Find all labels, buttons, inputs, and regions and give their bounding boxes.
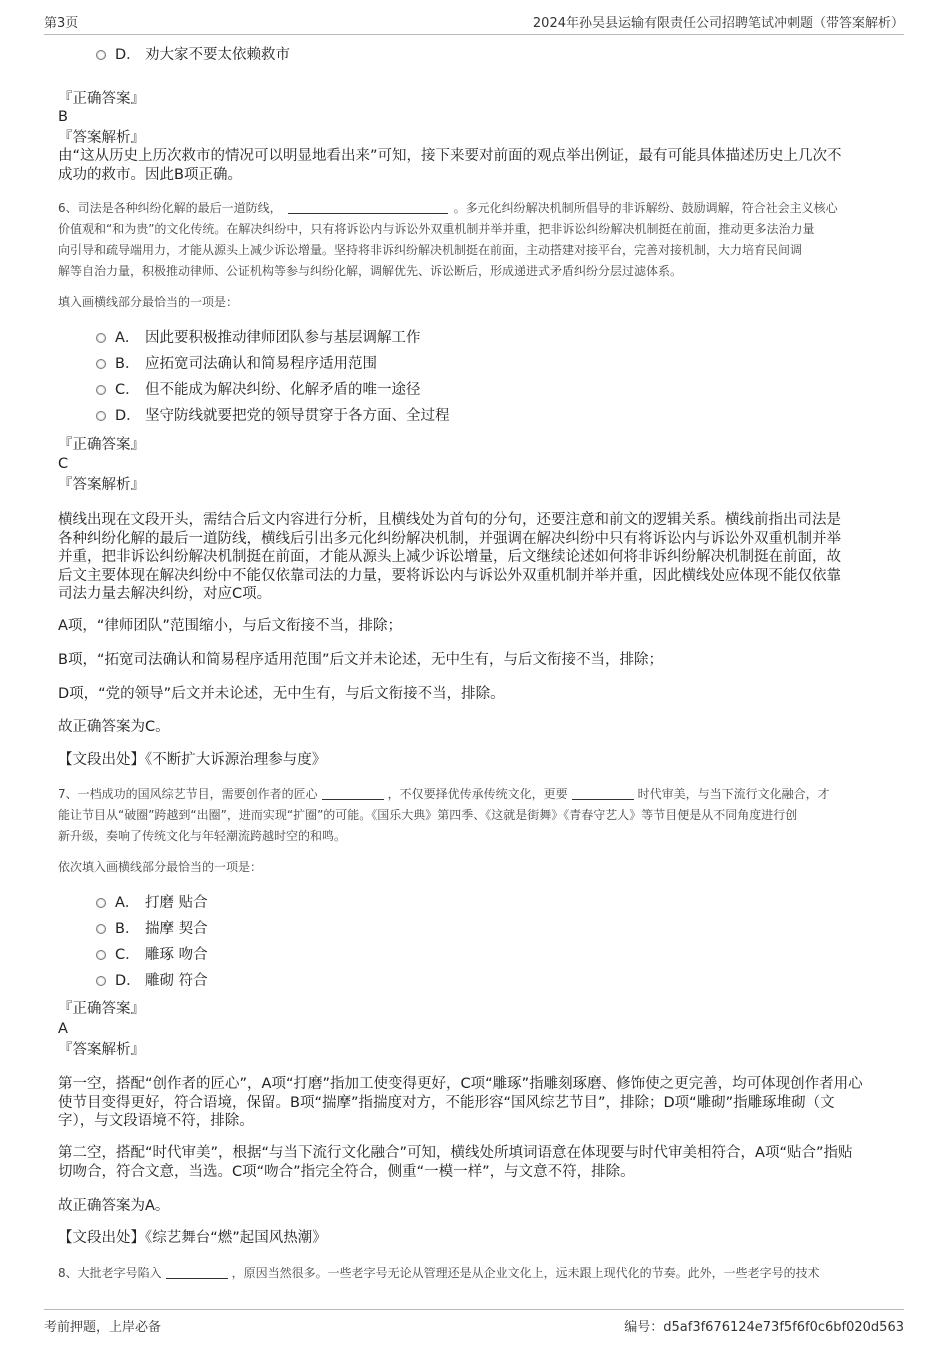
q5-analysis-line: 由“这从历史上历次救市的情况可以明显地看出来”可知，接下来要对前面的观点举出例证，最有可能具体描述历史上几次不 <box>58 148 842 164</box>
radio-icon[interactable] <box>96 976 106 986</box>
radio-icon[interactable] <box>96 50 106 60</box>
q6-prompt: 填入画横线部分最恰当的一项是： <box>58 295 239 309</box>
page-number: 第3页 <box>44 16 79 31</box>
q6-analysis-line: 各种纠纷化解的最后一道防线，横线后引出多元化纠纷解决机制，并强调在解决纠纷中只有将诉讼内与诉讼外双重机制并举 <box>58 531 841 547</box>
q8-stem-line: 8、大批老字号陷入 ，原因当然很多。一些老字号无论从管理还是从企业文化上，远未跟上现代化的节奏。此外，一些老字号的技术 <box>58 1266 820 1280</box>
q6-answer-label: 『正确答案』 <box>58 437 145 453</box>
q6-analysis-line: 司法力量去解决纠纷，对应C项。 <box>58 586 272 602</box>
q7-analysis-line: 使节目变得更好，符合语境，保留。B项“揣摩”指揣度对方，不能形容“国风综艺节目”，排除；D项“雕砌”指雕琢堆砌（文 <box>58 1095 835 1111</box>
document-id: 编号：d5af3f676124e73f5f6f0c6bf020d563 <box>624 1320 904 1335</box>
radio-icon[interactable] <box>96 950 106 960</box>
document-title: 2024年孙吴县运输有限责任公司招聘笔试冲刺题（带答案解析） <box>532 16 904 31</box>
q5-option-d[interactable]: D． 劝大家不要太依赖救市 <box>96 44 290 66</box>
q6-stem-line: 价值观和“和为贵”的文化传统。在解决纠纷中，只有将诉讼内与诉讼外双重机制并举并重，把非诉讼纠纷解决机制挺在前面，推动更多法治力量 <box>58 222 815 236</box>
q6-answer: C <box>58 456 69 472</box>
q7-source: 【文段出处】《综艺舞台“燃”起国风热潮》 <box>58 1230 327 1246</box>
q7-analysis-line: 第一空，搭配“创作者的匠心”，A项“打磨”指加工使变得更好，C项“雕琢”指雕刻琢磨、修饰使之更完善，均可体现创作者用心 <box>58 1076 863 1092</box>
q7-option-c[interactable]: C． 雕琢 吻合 <box>96 944 208 966</box>
q7-option-a[interactable]: A． 打磨 贴合 <box>96 892 208 914</box>
radio-icon[interactable] <box>96 385 106 395</box>
footer-slogan: 考前押题，上岸必备 <box>44 1320 162 1335</box>
radio-icon[interactable] <box>96 898 106 908</box>
q5-answer: B <box>58 109 68 125</box>
radio-icon[interactable] <box>96 411 106 421</box>
radio-icon[interactable] <box>96 359 106 369</box>
fill-blank <box>322 786 384 800</box>
fill-blank <box>288 200 448 214</box>
q6-analysis-line: 后文主要体现在解决纠纷中不能仅依靠司法的力量，要将诉讼内与诉讼外双重机制并举并重，因此横线处应体现不能仅依靠 <box>58 568 841 584</box>
q7-conclusion: 故正确答案为A。 <box>58 1198 170 1214</box>
q5-answer-label: 『正确答案』 <box>58 91 145 107</box>
q5-analysis-line: 成功的救市。因此B项正确。 <box>58 167 242 183</box>
q7-answer-label: 『正确答案』 <box>58 1001 145 1017</box>
q6-option-a[interactable]: A． 因此要积极推动律师团队参与基层调解工作 <box>96 327 421 349</box>
q7-analysis-label: 『答案解析』 <box>58 1042 145 1058</box>
q6-option-c[interactable]: C． 但不能成为解决纠纷、化解矛盾的唯一途径 <box>96 379 421 401</box>
q6-analysis-line: 横线出现在文段开头，需结合后文内容进行分析，且横线处为首句的分句，还要注意和前文的逻辑关系。横线前指出司法是 <box>58 512 841 528</box>
page-footer <box>44 1309 904 1340</box>
q6-analysis-label: 『答案解析』 <box>58 477 145 493</box>
q7-answer: A <box>58 1021 68 1037</box>
q6-source: 【文段出处】《不断扩大诉源治理参与度》 <box>58 752 327 768</box>
q6-stem-line: 向引导和疏导端用力，才能从源头上减少诉讼增量。坚持将非诉纠纷解决机制挺在前面，主动搭建对接平台，完善对接机制，大力培育民间调 <box>58 243 803 257</box>
q6-analysis-d: D项，“党的领导”后文并未论述，无中生有，与后文衔接不当，排除。 <box>58 686 505 702</box>
fill-blank <box>572 786 634 800</box>
q6-analysis-b: B项，“拓宽司法确认和简易程序适用范围”后文并未论述，无中生有，与后文衔接不当，排除； <box>58 652 663 668</box>
q6-conclusion: 故正确答案为C。 <box>58 719 170 735</box>
q6-stem-line: 6、司法是各种纠纷化解的最后一道防线， 。多元化纠纷解决机制所倡导的非诉解纷、鼓励调解，符合社会主义核心 <box>58 201 838 215</box>
q7-analysis-line: 切吻合，符合文意，当选。C项“吻合”指完全符合，侧重“一模一样”，与文意不符，排除。 <box>58 1164 635 1180</box>
q5-analysis-label: 『答案解析』 <box>58 130 145 146</box>
q7-stem-line: 新升级，奏响了传统文化与年轻潮流跨越时空的和鸣。 <box>58 829 347 843</box>
q6-analysis-line: 并重，把非诉讼纠纷解决机制挺在前面，才能从源头上减少诉讼增量，后文继续论述如何将非诉纠纷解决机制挺在前面，故 <box>58 549 841 565</box>
q6-stem-line: 解等自治力量，积极推动律师、公证机构等参与纠纷化解，调解优先、诉讼断后，形成递进式矛盾纠纷分层过滤体系。 <box>58 264 683 278</box>
page-header <box>44 6 904 35</box>
q7-analysis-line: 第二空，搭配“时代审美”，根据“与当下流行文化融合”可知，横线处所填词语意在体现要与时代审美相符合，A项“贴合”指贴 <box>58 1145 853 1161</box>
q6-analysis-a: A项，“律师团队”范围缩小，与后文衔接不当，排除； <box>58 618 402 634</box>
radio-icon[interactable] <box>96 333 106 343</box>
q7-option-b[interactable]: B． 揣摩 契合 <box>96 918 208 940</box>
q7-analysis-line: 字），与文段语境不符，排除。 <box>58 1113 254 1129</box>
q7-prompt: 依次填入画横线部分最恰当的一项是： <box>58 860 263 874</box>
q6-option-b[interactable]: B． 应拓宽司法确认和简易程序适用范围 <box>96 353 377 375</box>
q6-option-d[interactable]: D． 坚守防线就要把党的领导贯穿于各方面、全过程 <box>96 405 450 427</box>
q7-stem-line: 7、一档成功的国风综艺节目，需要创作者的匠心 ，不仅要择优传承传统文化，更要 时代审美，与当下流行文化融合，才 <box>58 787 830 801</box>
q7-stem-line: 能让节目从“破圈”跨越到“出圈”，进而实现“扩圈”的可能。《国乐大典》第四季、《这就是街舞》《青春守艺人》等节目便是从不同角度进行创 <box>58 808 798 822</box>
q7-option-d[interactable]: D． 雕砌 符合 <box>96 970 208 992</box>
radio-icon[interactable] <box>96 924 106 934</box>
fill-blank <box>166 1265 228 1279</box>
